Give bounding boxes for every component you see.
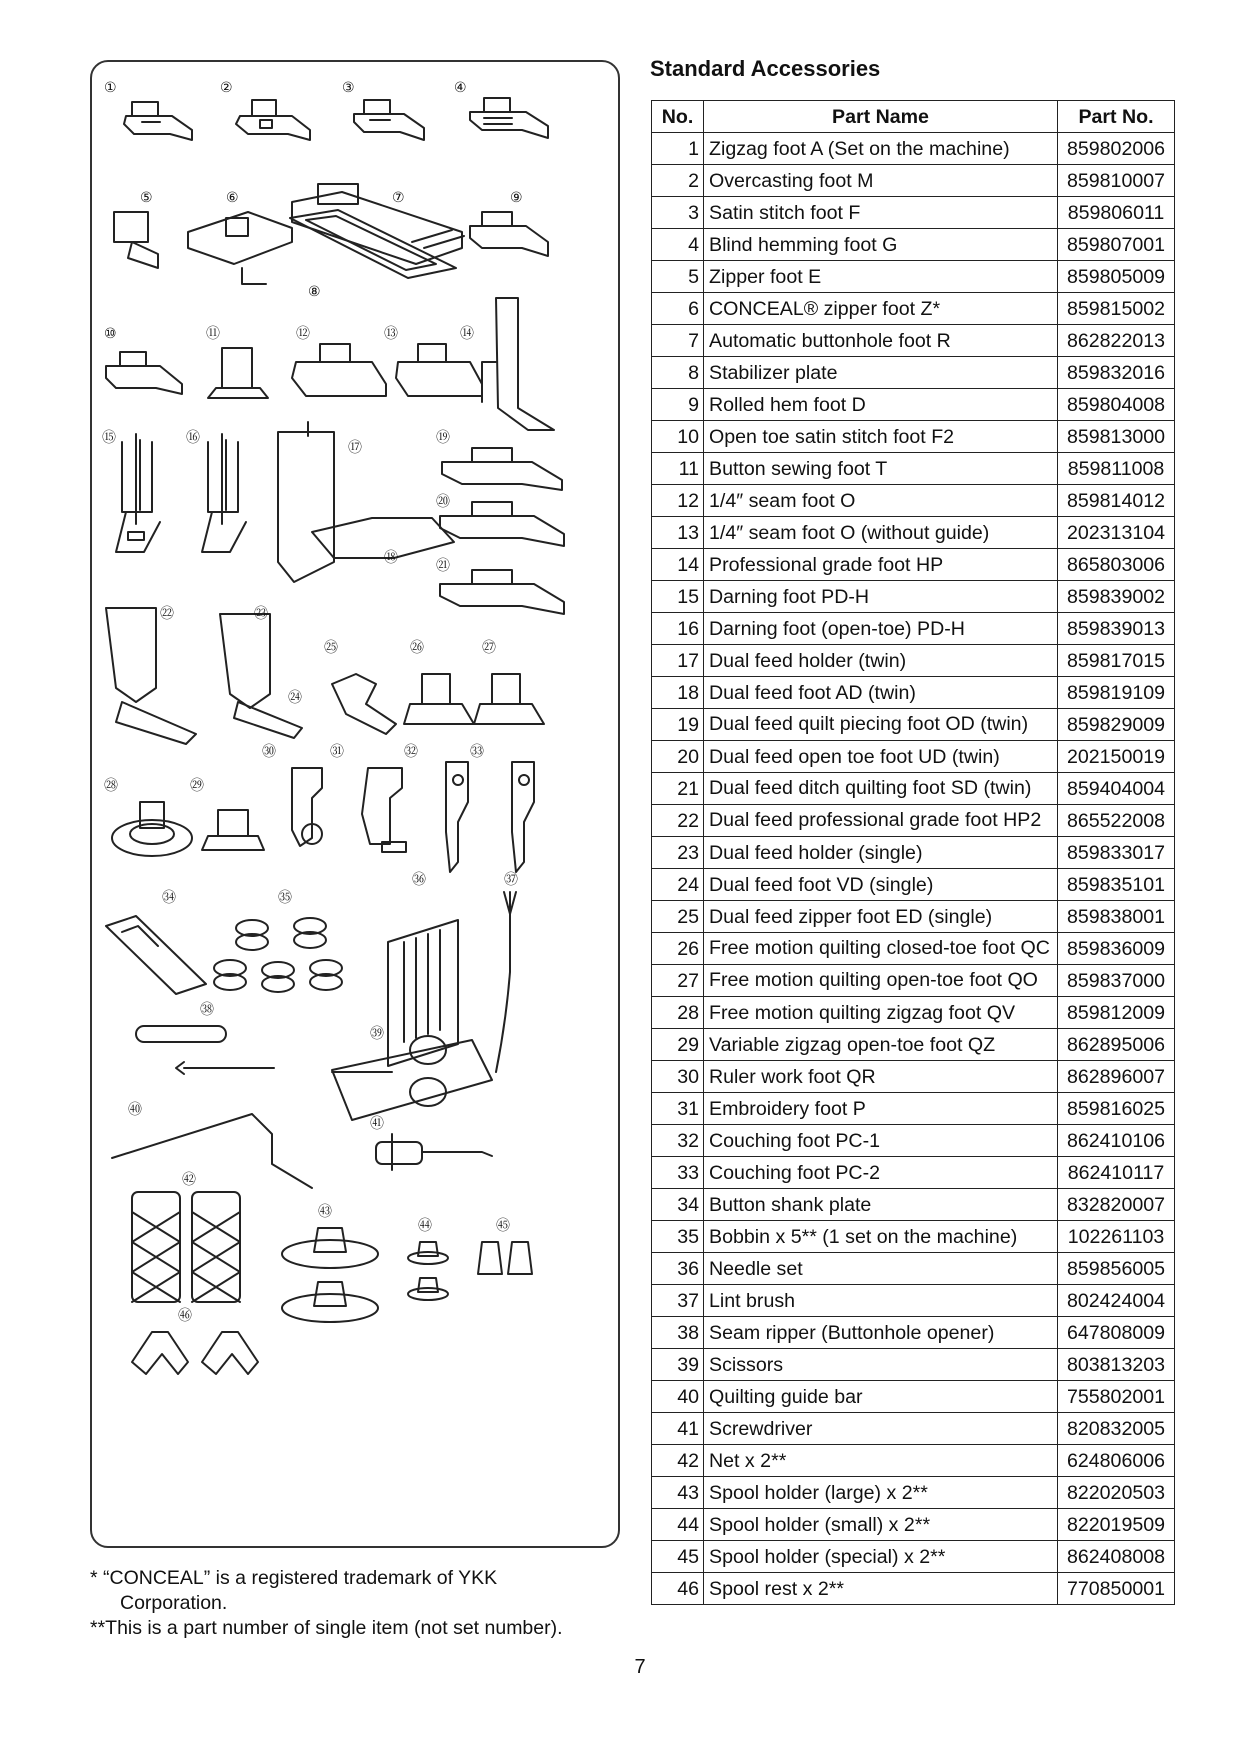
part-name: Overcasting foot M	[704, 165, 1058, 197]
part-label-12: ⑫	[296, 326, 310, 342]
dual-feed-holder-icon	[278, 422, 454, 582]
part-number: 832820007	[1058, 1189, 1175, 1221]
row-number: 31	[652, 1093, 704, 1125]
table-row	[652, 1029, 1175, 1061]
row-number: 9	[652, 389, 704, 421]
footnote-trademark-cont: Corporation.	[120, 1592, 228, 1614]
part-label-22: ㉒	[160, 606, 174, 622]
part-name: Dual feed zipper foot ED (single)	[704, 901, 1058, 933]
part-label-24: ㉔	[288, 690, 302, 706]
part-label-6: ⑥	[226, 190, 239, 206]
dual-feed-zipper-foot-icon	[332, 674, 396, 734]
part-label-29: ㉙	[190, 778, 204, 794]
table-row	[652, 741, 1175, 773]
part-label-16: ⑯	[186, 430, 200, 446]
part-name: 1/4″ seam foot O (without guide)	[704, 517, 1058, 549]
screwdriver-icon	[376, 1134, 492, 1170]
free-motion-foot-icon	[404, 674, 474, 724]
row-number: 38	[652, 1317, 704, 1349]
part-label-32: ㉜	[404, 744, 418, 760]
accessories-table	[651, 100, 1175, 1605]
seam-foot-icon	[292, 344, 386, 396]
table-row	[652, 709, 1175, 741]
rolled-hem-foot-icon	[470, 212, 548, 256]
part-name: Darning foot (open-toe) PD-H	[704, 613, 1058, 645]
part-name: Couching foot PC-1	[704, 1125, 1058, 1157]
part-name: Zigzag foot A (Set on the machine)	[704, 133, 1058, 165]
part-label-14: ⑭	[460, 326, 474, 342]
part-name: Dual feed holder (twin)	[704, 645, 1058, 677]
part-number: 859839002	[1058, 581, 1175, 613]
row-number: 11	[652, 453, 704, 485]
row-number: 36	[652, 1253, 704, 1285]
part-label-15: ⑮	[102, 430, 116, 446]
part-label-45: ㊺	[496, 1218, 510, 1234]
row-number: 10	[652, 421, 704, 453]
row-number: 30	[652, 1061, 704, 1093]
section-title: Standard Accessories	[650, 56, 881, 81]
table-row	[652, 261, 1175, 293]
part-name: Dual feed quilt piecing foot OD (twin)	[704, 709, 1058, 741]
part-label-13: ⑬	[384, 326, 398, 342]
dual-feed-foot-icon	[442, 448, 562, 490]
row-number: 27	[652, 965, 704, 997]
part-label-41: ㊶	[370, 1116, 384, 1132]
part-name: Free motion quilting open-toe foot QO	[704, 965, 1058, 997]
part-number: 859837000	[1058, 965, 1175, 997]
part-number: 859807001	[1058, 229, 1175, 261]
part-number: 859839013	[1058, 613, 1175, 645]
table-row	[652, 773, 1175, 805]
part-number: 802424004	[1058, 1285, 1175, 1317]
table-row	[652, 229, 1175, 261]
part-number: 862410106	[1058, 1125, 1175, 1157]
presser-foot-icon	[354, 100, 424, 140]
part-name: Blind hemming foot G	[704, 229, 1058, 261]
header-part-no: Part No.	[1058, 101, 1175, 133]
part-label-43: ㊸	[318, 1204, 332, 1220]
row-number: 22	[652, 805, 704, 837]
part-name: Dual feed foot VD (single)	[704, 869, 1058, 901]
part-number: 859832016	[1058, 357, 1175, 389]
dual-feed-foot-icon	[440, 570, 564, 614]
part-name: Free motion quilting closed-toe foot QC	[704, 933, 1058, 965]
table-row	[652, 613, 1175, 645]
part-label-8: ⑧	[308, 284, 321, 300]
scissors-icon	[332, 1036, 492, 1120]
table-row	[652, 1189, 1175, 1221]
dual-feed-foot-icon	[106, 608, 196, 744]
table-row	[652, 1285, 1175, 1317]
part-number: 859856005	[1058, 1253, 1175, 1285]
part-number: 770850001	[1058, 1573, 1175, 1605]
table-row	[652, 1317, 1175, 1349]
table-row	[652, 1253, 1175, 1285]
part-name: Dual feed open toe foot UD (twin)	[704, 741, 1058, 773]
table-row	[652, 1573, 1175, 1605]
part-number: 859805009	[1058, 261, 1175, 293]
part-label-3: ③	[342, 80, 355, 96]
part-name: Seam ripper (Buttonhole opener)	[704, 1317, 1058, 1349]
table-row	[652, 1541, 1175, 1573]
row-number: 35	[652, 1221, 704, 1253]
part-label-37: ㊲	[504, 872, 518, 888]
part-label-1: ①	[104, 80, 117, 96]
table-row	[652, 1477, 1175, 1509]
row-number: 2	[652, 165, 704, 197]
accessories-illustration	[92, 62, 622, 1550]
table-row	[652, 1157, 1175, 1189]
footnote-trademark: * “CONCEAL” is a registered trademark of YKK	[90, 1567, 498, 1589]
table-row	[652, 453, 1175, 485]
part-number: 859838001	[1058, 901, 1175, 933]
quilting-zigzag-foot-icon	[112, 802, 192, 856]
darning-foot-icon	[116, 434, 160, 552]
accessories-illustration-panel	[90, 60, 620, 1548]
part-number: 859816025	[1058, 1093, 1175, 1125]
table-row	[652, 485, 1175, 517]
row-number: 45	[652, 1541, 704, 1573]
table-row	[652, 549, 1175, 581]
part-label-10: ⑩	[104, 326, 117, 342]
table-row	[652, 517, 1175, 549]
row-number: 41	[652, 1413, 704, 1445]
part-name: Variable zigzag open-toe foot QZ	[704, 1029, 1058, 1061]
part-number: 859813000	[1058, 421, 1175, 453]
table-row	[652, 133, 1175, 165]
part-label-4: ④	[454, 80, 467, 96]
part-name: Satin stitch foot F	[704, 197, 1058, 229]
part-name: Quilting guide bar	[704, 1381, 1058, 1413]
row-number: 34	[652, 1189, 704, 1221]
row-number: 29	[652, 1029, 704, 1061]
net-icon	[132, 1192, 240, 1302]
part-label-26: ㉖	[410, 640, 424, 656]
presser-foot-icon	[124, 102, 192, 140]
row-number: 43	[652, 1477, 704, 1509]
row-number: 46	[652, 1573, 704, 1605]
row-number: 5	[652, 261, 704, 293]
part-number: 820832005	[1058, 1413, 1175, 1445]
table-row	[652, 805, 1175, 837]
table-header-row	[652, 101, 1175, 133]
part-name: Lint brush	[704, 1285, 1058, 1317]
part-number: 859804008	[1058, 389, 1175, 421]
table-row	[652, 389, 1175, 421]
row-number: 12	[652, 485, 704, 517]
couching-foot-icon	[446, 762, 468, 872]
part-label-31: ㉛	[330, 744, 344, 760]
quilting-guide-bar-icon	[112, 1114, 312, 1188]
part-name: Darning foot PD-H	[704, 581, 1058, 613]
part-number: 624806006	[1058, 1445, 1175, 1477]
part-name: Needle set	[704, 1253, 1058, 1285]
part-name: Dual feed professional grade foot HP2	[704, 805, 1058, 837]
row-number: 20	[652, 741, 704, 773]
part-number: 865803006	[1058, 549, 1175, 581]
part-label-35: ㉟	[278, 890, 292, 906]
row-number: 14	[652, 549, 704, 581]
table-row	[652, 581, 1175, 613]
row-number: 21	[652, 773, 704, 805]
part-number: 865522008	[1058, 805, 1175, 837]
part-name: 1/4″ seam foot O	[704, 485, 1058, 517]
table-row	[652, 869, 1175, 901]
part-label-30: ㉚	[262, 744, 276, 760]
buttonhole-foot-icon	[292, 184, 464, 264]
row-number: 3	[652, 197, 704, 229]
part-name: Dual feed foot AD (twin)	[704, 677, 1058, 709]
row-number: 25	[652, 901, 704, 933]
part-label-36: ㊱	[412, 872, 426, 888]
free-motion-foot-icon	[474, 674, 544, 724]
part-name: Stabilizer plate	[704, 357, 1058, 389]
table-row	[652, 1125, 1175, 1157]
part-number: 202313104	[1058, 517, 1175, 549]
part-name: Spool rest x 2**	[704, 1573, 1058, 1605]
part-number: 202150019	[1058, 741, 1175, 773]
spool-holder-large-icon	[282, 1228, 378, 1322]
part-label-11: ⑪	[206, 326, 220, 342]
header-no: No.	[652, 101, 704, 133]
part-name: Bobbin x 5** (1 set on the machine)	[704, 1221, 1058, 1253]
part-number: 859404004	[1058, 773, 1175, 805]
part-label-28: ㉘	[104, 778, 118, 794]
part-name: Spool holder (small) x 2**	[704, 1509, 1058, 1541]
table-row	[652, 357, 1175, 389]
seam-ripper-icon	[136, 1026, 274, 1074]
presser-foot-icon	[470, 98, 548, 138]
part-number: 859812009	[1058, 997, 1175, 1029]
table-row	[652, 1061, 1175, 1093]
table-row	[652, 933, 1175, 965]
dual-feed-foot-icon	[220, 614, 302, 738]
lint-brush-icon	[496, 892, 516, 1072]
darning-foot-icon	[202, 434, 246, 552]
part-name: CONCEAL® zipper foot Z*	[704, 293, 1058, 325]
part-label-23: ㉓	[254, 606, 268, 622]
part-name: Dual feed ditch quilting foot SD (twin)	[704, 773, 1058, 805]
table-row	[652, 965, 1175, 997]
part-name: Ruler work foot QR	[704, 1061, 1058, 1093]
spool-rest-icon	[132, 1332, 258, 1374]
part-name: Zipper foot E	[704, 261, 1058, 293]
row-number: 1	[652, 133, 704, 165]
part-name: Professional grade foot HP	[704, 549, 1058, 581]
part-name: Dual feed holder (single)	[704, 837, 1058, 869]
part-label-25: ㉕	[324, 640, 338, 656]
part-label-2: ②	[220, 80, 233, 96]
part-number: 862410117	[1058, 1157, 1175, 1189]
row-number: 19	[652, 709, 704, 741]
embroidery-foot-icon	[362, 768, 406, 852]
part-label-34: ㉞	[162, 890, 176, 906]
part-name: Embroidery foot P	[704, 1093, 1058, 1125]
dual-feed-foot-icon	[440, 502, 564, 546]
presser-foot-icon	[236, 100, 310, 140]
row-number: 28	[652, 997, 704, 1029]
part-number: 822019509	[1058, 1509, 1175, 1541]
row-number: 6	[652, 293, 704, 325]
part-number: 859814012	[1058, 485, 1175, 517]
professional-foot-icon	[482, 298, 554, 430]
row-number: 8	[652, 357, 704, 389]
button-shank-plate-icon	[106, 916, 206, 994]
part-label-18: ⑱	[384, 550, 398, 566]
part-number: 859802006	[1058, 133, 1175, 165]
table-row	[652, 1349, 1175, 1381]
row-number: 7	[652, 325, 704, 357]
part-label-5: ⑤	[140, 190, 153, 206]
part-label-9: ⑨	[510, 190, 523, 206]
part-number: 862408008	[1058, 1541, 1175, 1573]
part-number: 862822013	[1058, 325, 1175, 357]
table-row	[652, 325, 1175, 357]
part-number: 862896007	[1058, 1061, 1175, 1093]
part-label-33: ㉝	[470, 744, 484, 760]
part-number: 859806011	[1058, 197, 1175, 229]
ruler-work-foot-icon	[292, 768, 322, 846]
part-label-46: ㊻	[178, 1308, 192, 1324]
part-name: Button sewing foot T	[704, 453, 1058, 485]
seam-foot-icon	[396, 344, 482, 396]
part-number: 859819109	[1058, 677, 1175, 709]
footnotes	[90, 1566, 620, 1641]
table-row	[652, 837, 1175, 869]
part-label-19: ⑲	[436, 430, 450, 446]
part-label-17: ⑰	[348, 440, 362, 456]
table-row	[652, 997, 1175, 1029]
part-number: 822020503	[1058, 1477, 1175, 1509]
part-number: 859836009	[1058, 933, 1175, 965]
part-number: 647808009	[1058, 1317, 1175, 1349]
part-label-21: ㉑	[436, 558, 450, 574]
table-row	[652, 1221, 1175, 1253]
table-row	[652, 1445, 1175, 1477]
row-number: 18	[652, 677, 704, 709]
part-name: Free motion quilting zigzag foot QV	[704, 997, 1058, 1029]
table-row	[652, 1413, 1175, 1445]
row-number: 15	[652, 581, 704, 613]
part-name: Couching foot PC-2	[704, 1157, 1058, 1189]
row-number: 4	[652, 229, 704, 261]
part-label-27: ㉗	[482, 640, 496, 656]
table-row	[652, 677, 1175, 709]
stabilizer-plate-icon	[290, 210, 456, 278]
zipper-foot-icon	[114, 212, 158, 268]
part-name: Screwdriver	[704, 1413, 1058, 1445]
row-number: 37	[652, 1285, 704, 1317]
part-number: 859833017	[1058, 837, 1175, 869]
part-number: 102261103	[1058, 1221, 1175, 1253]
part-label-44: ㊹	[418, 1218, 432, 1234]
table-row	[652, 645, 1175, 677]
row-number: 24	[652, 869, 704, 901]
bobbin-icon	[214, 918, 342, 992]
open-toe-zigzag-foot-icon	[202, 810, 264, 850]
row-number: 17	[652, 645, 704, 677]
part-number: 859810007	[1058, 165, 1175, 197]
part-name: Net x 2**	[704, 1445, 1058, 1477]
row-number: 16	[652, 613, 704, 645]
table-row	[652, 1381, 1175, 1413]
part-name: Automatic buttonhole foot R	[704, 325, 1058, 357]
spool-holder-special-icon	[478, 1242, 532, 1274]
row-number: 44	[652, 1509, 704, 1541]
button-sewing-foot-icon	[208, 348, 268, 398]
part-name: Button shank plate	[704, 1189, 1058, 1221]
table-row	[652, 421, 1175, 453]
part-number: 859829009	[1058, 709, 1175, 741]
part-name: Scissors	[704, 1349, 1058, 1381]
spool-holder-small-icon	[408, 1242, 448, 1300]
table-body	[652, 133, 1175, 1605]
conceal-zipper-foot-icon	[188, 212, 292, 284]
part-number: 859817015	[1058, 645, 1175, 677]
part-number: 862895006	[1058, 1029, 1175, 1061]
row-number: 33	[652, 1157, 704, 1189]
part-number: 859835101	[1058, 869, 1175, 901]
footnote-single-item: **This is a part number of single item (not set number).	[90, 1617, 563, 1639]
part-name: Spool holder (large) x 2**	[704, 1477, 1058, 1509]
table-row	[652, 293, 1175, 325]
table-row	[652, 1093, 1175, 1125]
open-toe-foot-icon	[106, 352, 182, 394]
row-number: 23	[652, 837, 704, 869]
part-label-7: ⑦	[392, 190, 405, 206]
header-part-name: Part Name	[704, 101, 1058, 133]
couching-foot-icon	[512, 762, 534, 872]
table-row	[652, 1509, 1175, 1541]
row-number: 40	[652, 1381, 704, 1413]
part-label-42: ㊷	[182, 1172, 196, 1188]
part-number: 859811008	[1058, 453, 1175, 485]
table-row	[652, 197, 1175, 229]
part-label-40: ㊵	[128, 1102, 142, 1118]
part-label-39: ㊴	[370, 1026, 384, 1042]
row-number: 32	[652, 1125, 704, 1157]
table-row	[652, 901, 1175, 933]
row-number: 26	[652, 933, 704, 965]
part-number: 859815002	[1058, 293, 1175, 325]
part-number: 803813203	[1058, 1349, 1175, 1381]
part-name: Spool holder (special) x 2**	[704, 1541, 1058, 1573]
part-name: Rolled hem foot D	[704, 389, 1058, 421]
row-number: 42	[652, 1445, 704, 1477]
part-name: Open toe satin stitch foot F2	[704, 421, 1058, 453]
row-number: 13	[652, 517, 704, 549]
row-number: 39	[652, 1349, 704, 1381]
page-number: 7	[634, 1656, 646, 1678]
part-label-20: ⑳	[436, 494, 450, 510]
table-row	[652, 165, 1175, 197]
part-label-38: ㊳	[200, 1002, 214, 1018]
needle-set-icon	[388, 920, 458, 1066]
part-number: 755802001	[1058, 1381, 1175, 1413]
